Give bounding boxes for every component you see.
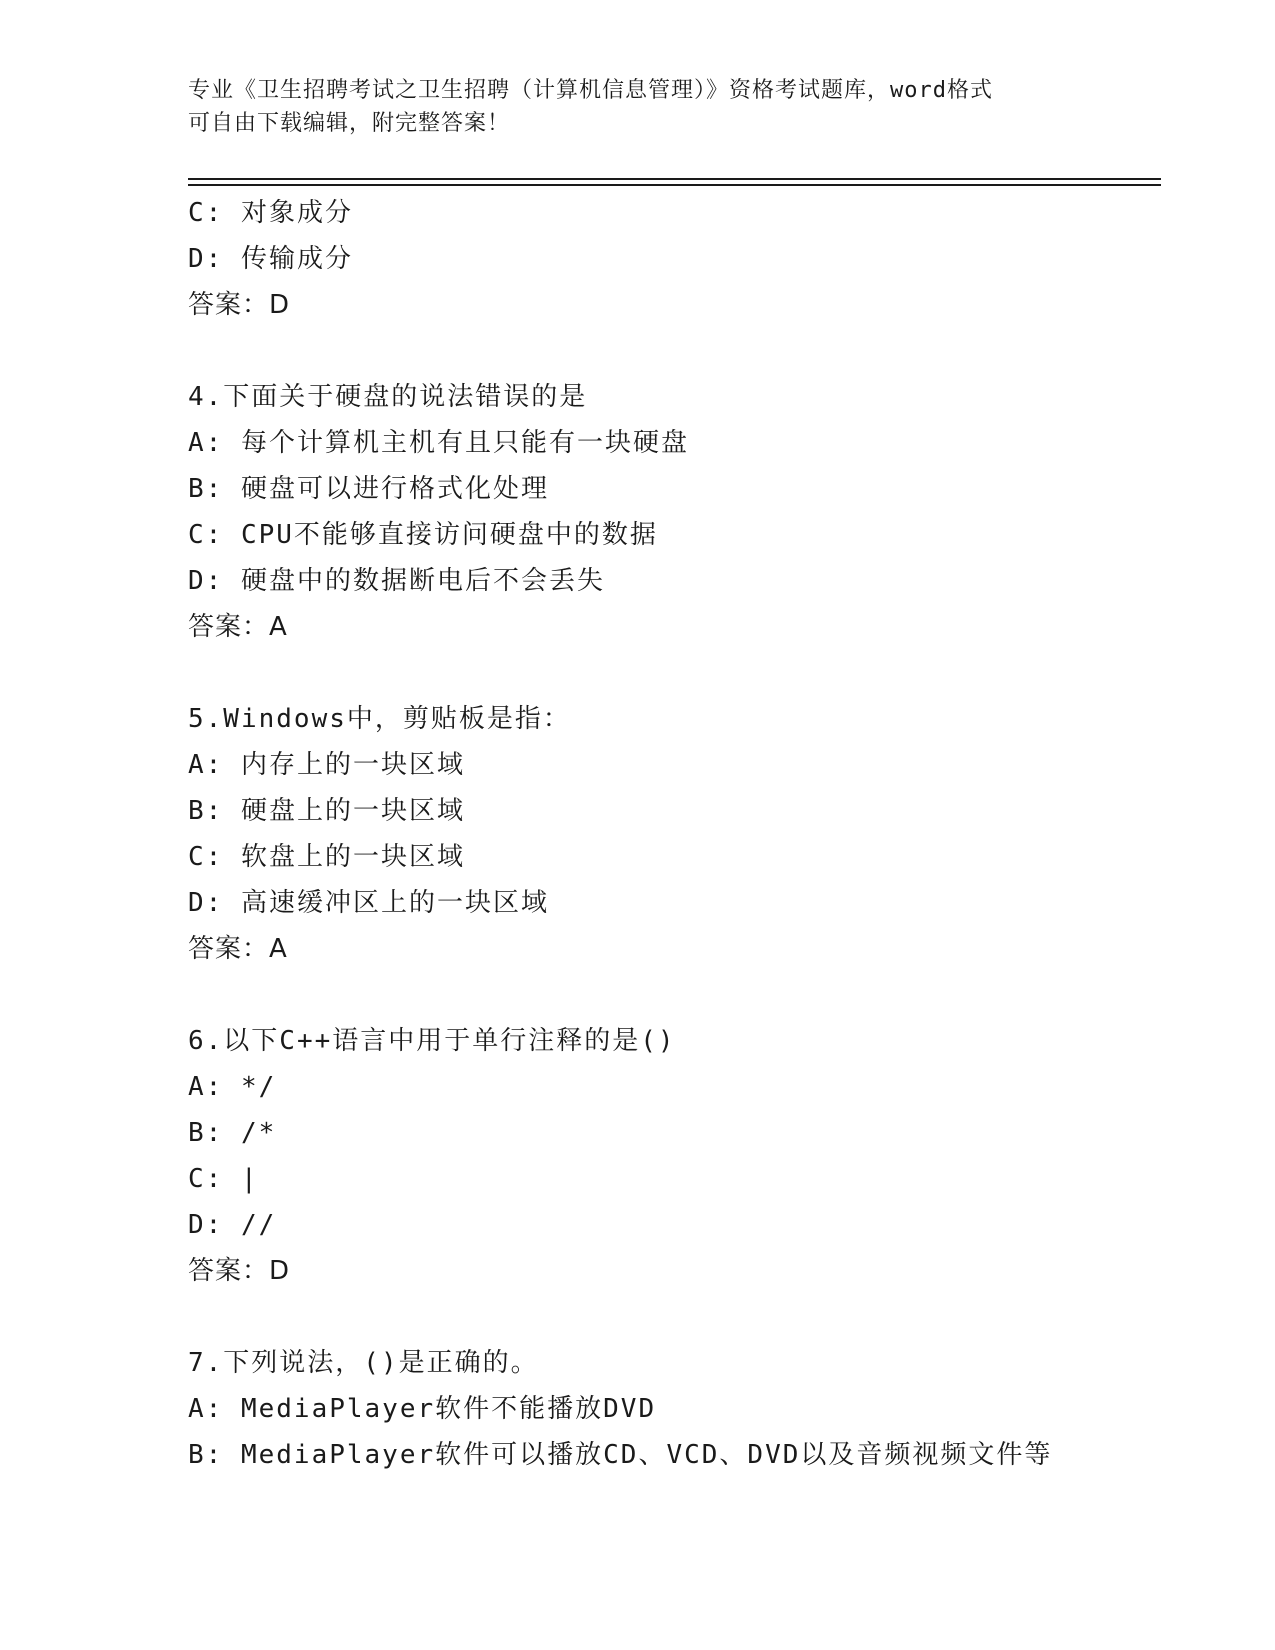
q6-option-c: C: | bbox=[188, 1164, 259, 1194]
q3-option-d: D: 传输成分 bbox=[188, 244, 353, 274]
spacer bbox=[188, 1294, 1188, 1340]
spacer bbox=[188, 972, 1188, 1018]
q6-answer: 答案：D bbox=[188, 1256, 291, 1286]
q4-answer: 答案：A bbox=[188, 612, 288, 642]
q4-option-b: B: 硬盘可以进行格式化处理 bbox=[188, 474, 549, 504]
header-line-1: 专业《卫生招聘考试之卫生招聘（计算机信息管理）》资格考试题库，word格式 bbox=[188, 78, 993, 103]
q7-question: 7.下列说法，()是正确的。 bbox=[188, 1348, 539, 1378]
q4-option-c: C: CPU不能够直接访问硬盘中的数据 bbox=[188, 520, 658, 550]
header-line-2: 可自由下载编辑，附完整答案！ bbox=[188, 111, 511, 136]
q5-option-b: B: 硬盘上的一块区域 bbox=[188, 796, 465, 826]
q5-option-c: C: 软盘上的一块区域 bbox=[188, 842, 465, 872]
q5-option-a: A: 内存上的一块区域 bbox=[188, 750, 465, 780]
spacer bbox=[188, 650, 1188, 696]
q7-option-b: B: MediaPlayer软件可以播放CD、VCD、DVD以及音频视频文件等 bbox=[188, 1440, 1053, 1470]
q6-question: 6.以下C++语言中用于单行注释的是() bbox=[188, 1026, 676, 1056]
q6-option-b: B: /* bbox=[188, 1118, 277, 1148]
question-content bbox=[188, 190, 1188, 1478]
document-header bbox=[188, 74, 1088, 140]
header-rule-bottom bbox=[188, 184, 1161, 186]
q3-option-c: C: 对象成分 bbox=[188, 198, 353, 228]
q6-option-d: D: // bbox=[188, 1210, 277, 1240]
spacer bbox=[188, 328, 1188, 374]
q4-option-d: D: 硬盘中的数据断电后不会丢失 bbox=[188, 566, 605, 596]
q4-question: 4.下面关于硬盘的说法错误的是 bbox=[188, 382, 588, 412]
header-rule-top bbox=[188, 178, 1161, 180]
q5-answer: 答案：A bbox=[188, 934, 288, 964]
q4-option-a: A: 每个计算机主机有且只能有一块硬盘 bbox=[188, 428, 689, 458]
q5-question: 5.Windows中，剪贴板是指： bbox=[188, 704, 571, 734]
q3-answer: 答案：D bbox=[188, 290, 291, 320]
q5-option-d: D: 高速缓冲区上的一块区域 bbox=[188, 888, 549, 918]
q7-option-a: A: MediaPlayer软件不能播放DVD bbox=[188, 1394, 657, 1424]
q6-option-a: A: */ bbox=[188, 1072, 277, 1102]
